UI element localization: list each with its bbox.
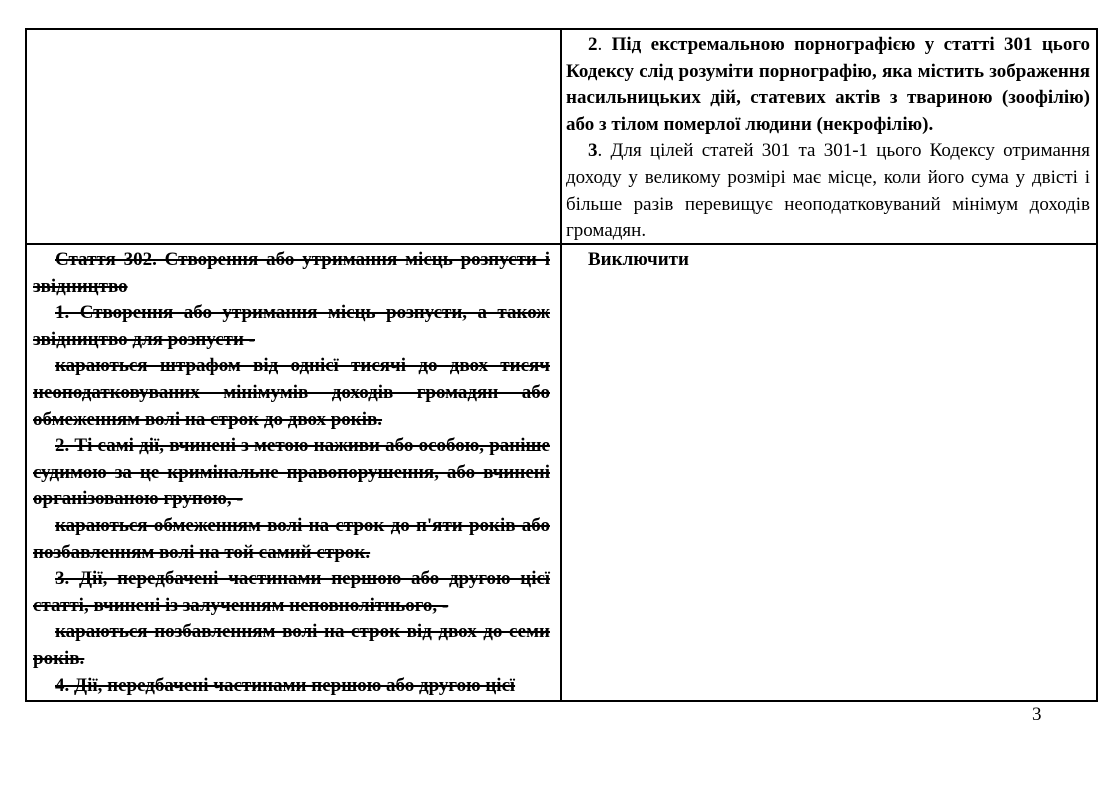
comparison-table bbox=[25, 28, 1098, 702]
struck-paragraph: караються позбавленням волі на строк від двох до семи років. bbox=[33, 621, 550, 669]
struck-paragraph: караються штрафом від однієї тисячі до двох тисяч неоподатковуваних мінімумів доходів громадян або обмеженням волі на строк до двох років. bbox=[33, 355, 550, 430]
table-row bbox=[26, 244, 1097, 701]
paragraph-number: 3 bbox=[588, 140, 598, 162]
struck-paragraph: 4. Дії, передбачені частинами першою або другою цієї bbox=[55, 674, 516, 696]
new-version-text bbox=[562, 30, 1096, 243]
new-version-cell bbox=[561, 29, 1097, 244]
struck-out-article-text bbox=[27, 245, 560, 700]
paragraph-3 bbox=[566, 138, 1090, 243]
struck-paragraph: 2. Ті самі дії, вчинені з метою наживи або особою, раніше судимою за це кримінальне правопорушення, або вчинені організованою групою, - bbox=[33, 435, 550, 510]
paragraph-text: Під екстремальною порнографією у статті 301 цього Кодексу слід розуміти порнографію, яка містить зображення насильницьких дій, статевих актів з твариною (зоофілію) або з тілом померлої людини (некрофілію). bbox=[566, 34, 1090, 135]
struck-paragraph: караються обмеженням волі на строк до п'яти років або позбавленням волі на той самий строк. bbox=[33, 514, 550, 563]
struck-paragraph: Стаття 302. Створення або утримання місць розпусти і звідництво bbox=[33, 249, 550, 297]
paragraph-number: 2 bbox=[588, 34, 598, 55]
paragraph-separator: . bbox=[597, 140, 611, 162]
struck-paragraph: 3. Дії, передбачені частинами першою або другою цієї статті, вчинені із залученням неповнолітнього, - bbox=[33, 568, 550, 616]
current-version-cell-empty bbox=[26, 29, 561, 244]
struck-paragraph: 1. Створення або утримання місць розпусти, а також звідництво для розпусти - bbox=[33, 302, 550, 350]
paragraph-text: Для цілей статей 301 та 301-1 цього Кодексу отримання доходу у великому розмірі має місце, коли його сума у двісті і більше разів перевищує неоподатковуваний мінімум доходів громадян. bbox=[566, 140, 1091, 242]
paragraph-2 bbox=[566, 32, 1090, 138]
old-version-cell bbox=[26, 244, 561, 701]
decision-cell bbox=[561, 244, 1097, 701]
page-number: 3 bbox=[1032, 704, 1042, 725]
decision-label: Виключити bbox=[588, 249, 689, 270]
decision-text-wrap bbox=[562, 245, 1096, 700]
table-row bbox=[26, 29, 1097, 244]
paragraph-separator: . bbox=[597, 34, 612, 55]
empty-cell-content bbox=[27, 30, 560, 243]
